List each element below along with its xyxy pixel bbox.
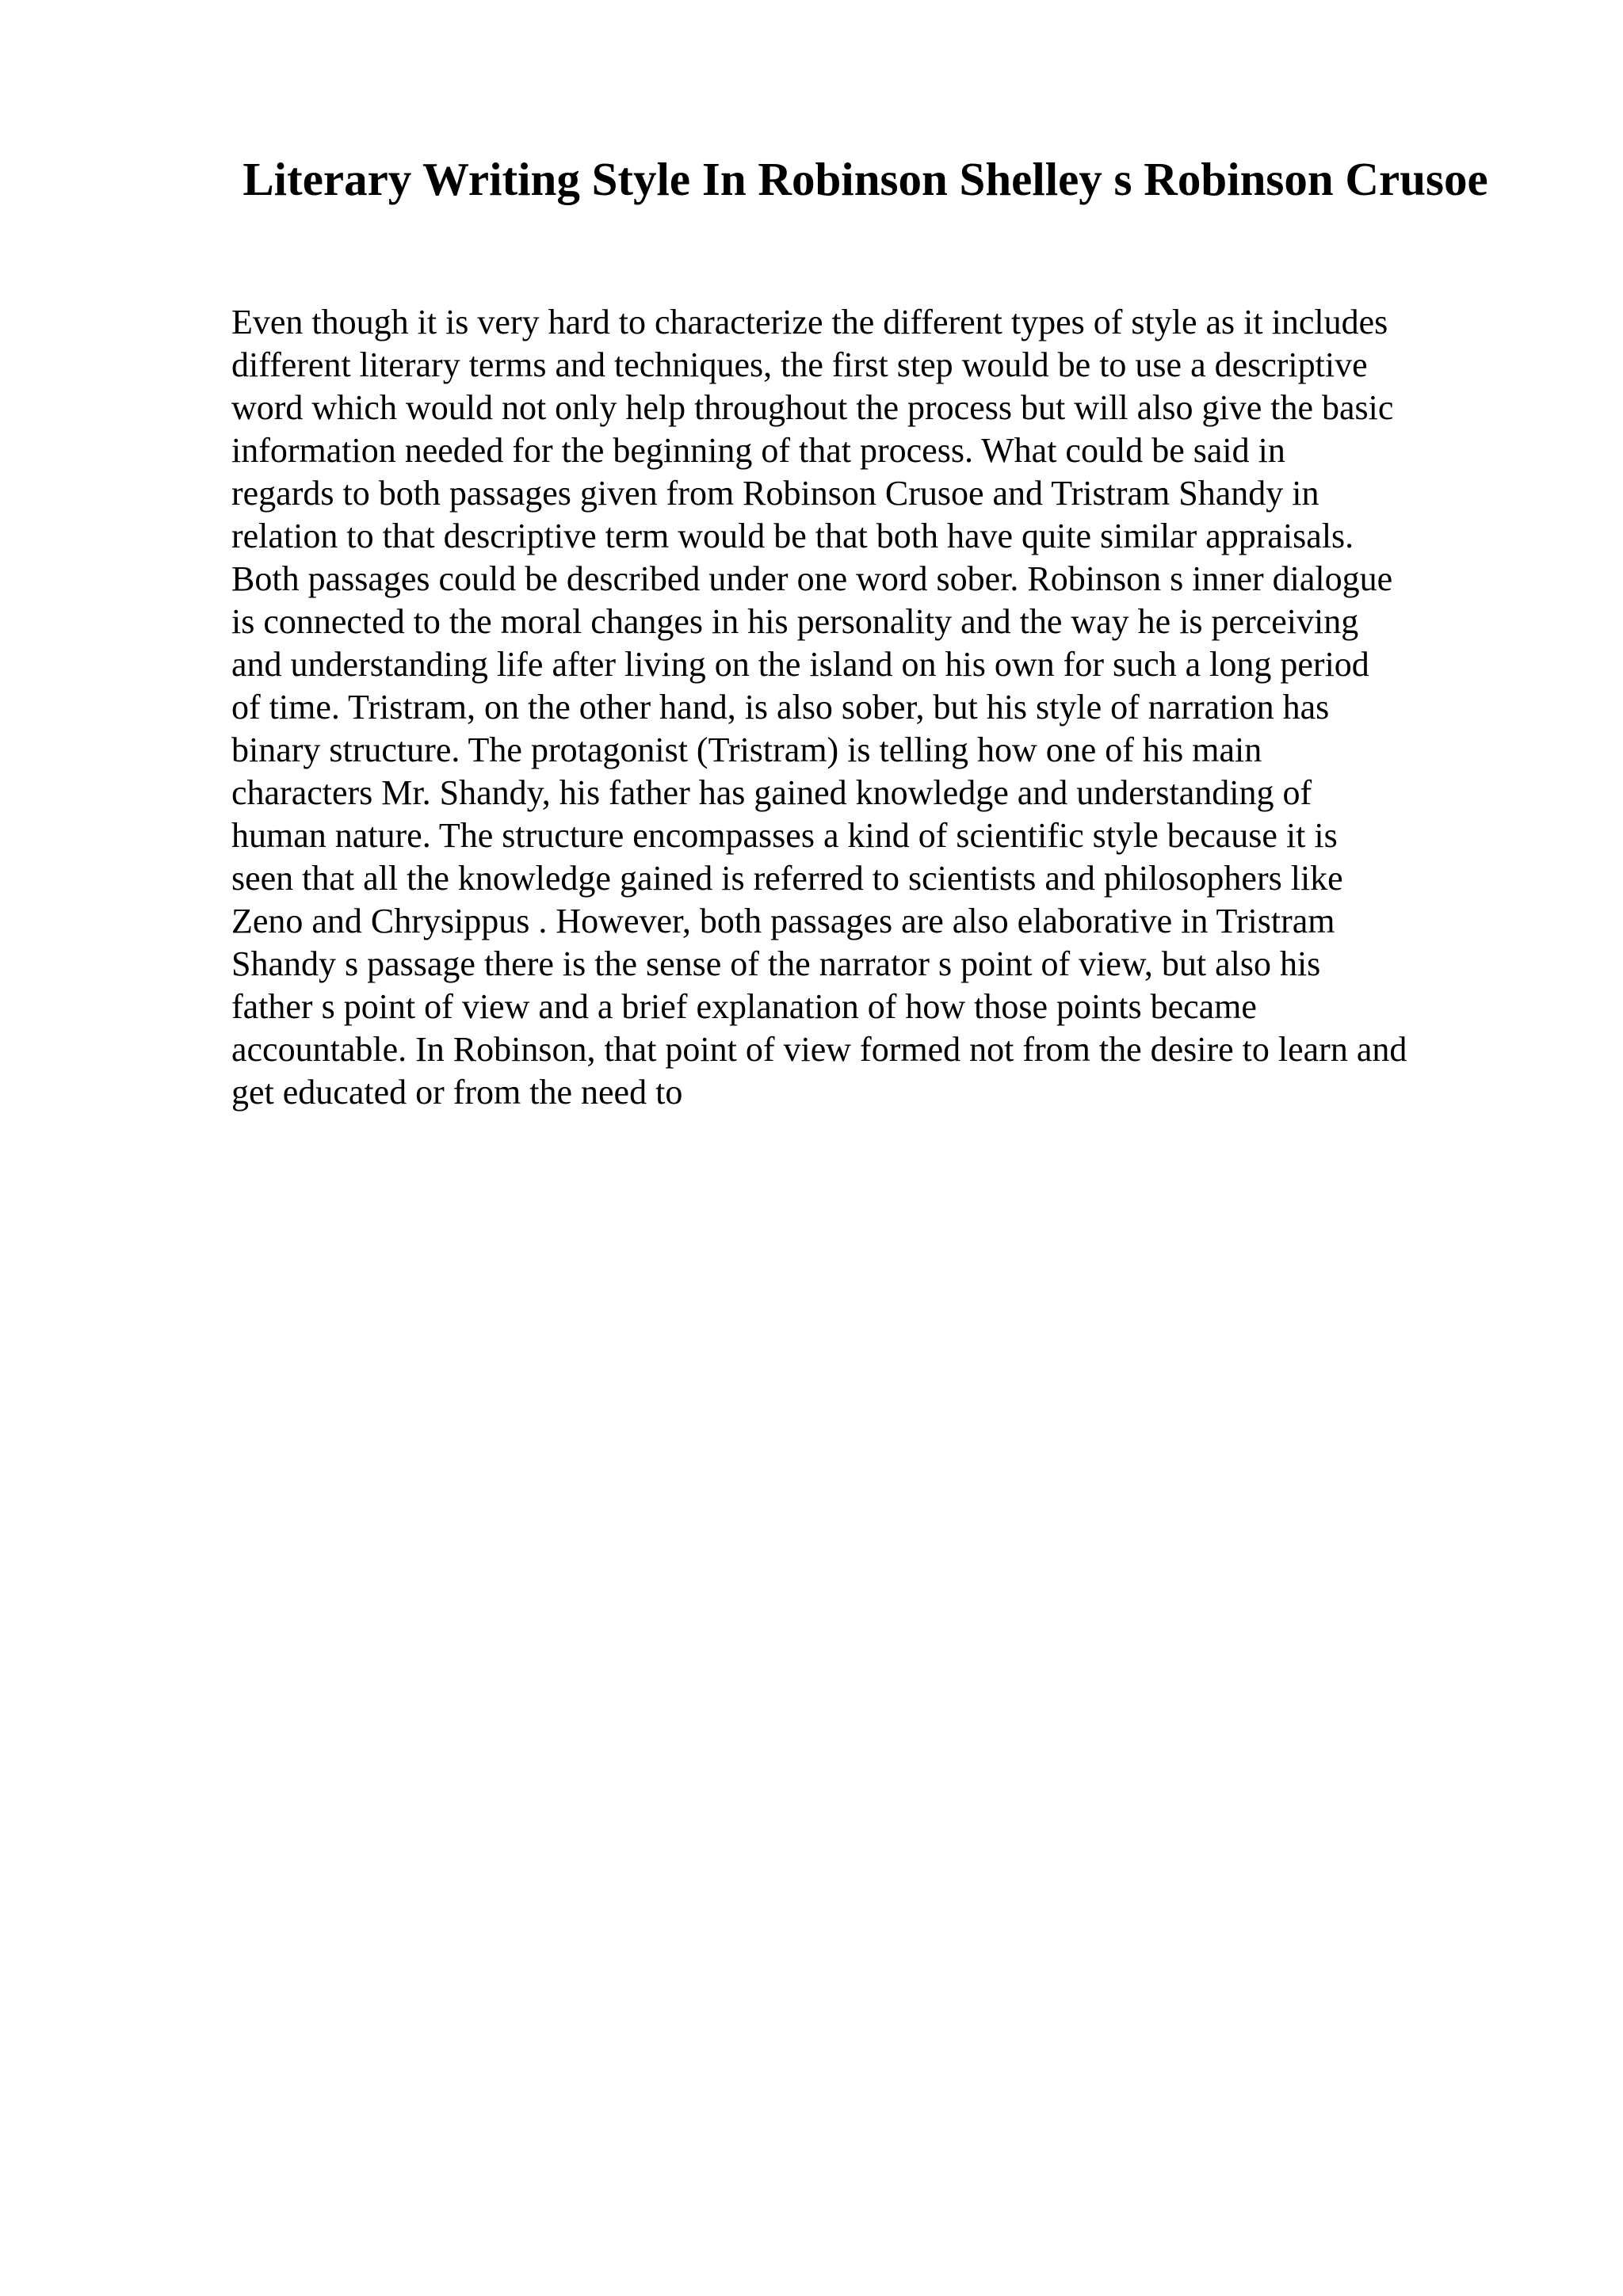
body-line: binary structure. The protagonist (Tristram) is telling how one of his main	[231, 730, 1262, 769]
body-line: is connected to the moral changes in his personality and the way he is perceiving	[231, 602, 1359, 641]
body-line: information needed for the beginning of that process. What could be said in	[231, 431, 1285, 470]
body-line: regards to both passages given from Robinson Crusoe and Tristram Shandy in	[231, 474, 1319, 513]
body-line: and understanding life after living on the island on his own for such a long period	[231, 645, 1369, 684]
body-line: get educated or from the need to	[231, 1073, 683, 1112]
body-line: different literary terms and techniques, the first step would be to use a descriptive	[231, 345, 1368, 384]
document-body	[231, 301, 1594, 1114]
body-line: Shandy s passage there is the sense of the narrator s point of view, but also his	[231, 944, 1321, 983]
body-line: accountable. In Robinson, that point of view formed not from the desire to learn and	[231, 1030, 1407, 1069]
body-line: Zeno and Chrysippus . However, both passages are also elaborative in Tristram	[231, 902, 1335, 940]
body-line: of time. Tristram, on the other hand, is also sober, but his style of narration has	[231, 688, 1330, 727]
body-line: human nature. The structure encompasses a kind of scientific style because it is	[231, 816, 1338, 855]
body-line: father s point of view and a brief explanation of how those points became	[231, 987, 1257, 1026]
body-line: relation to that descriptive term would be that both have quite similar appraisals.	[231, 517, 1354, 555]
body-line: Even though it is very hard to characterize the different types of style as it includes	[231, 303, 1388, 341]
body-line: characters Mr. Shandy, his father has gained knowledge and understanding of	[231, 773, 1312, 812]
document-title: Literary Writing Style In Robinson Shelley s Robinson Crusoe	[242, 153, 1488, 205]
body-line: word which would not only help throughout the process but will also give the basic	[231, 388, 1394, 427]
body-line: Both passages could be described under one word sober. Robinson s inner dialogue	[231, 559, 1393, 598]
body-line: seen that all the knowledge gained is referred to scientists and philosophers like	[231, 859, 1343, 898]
